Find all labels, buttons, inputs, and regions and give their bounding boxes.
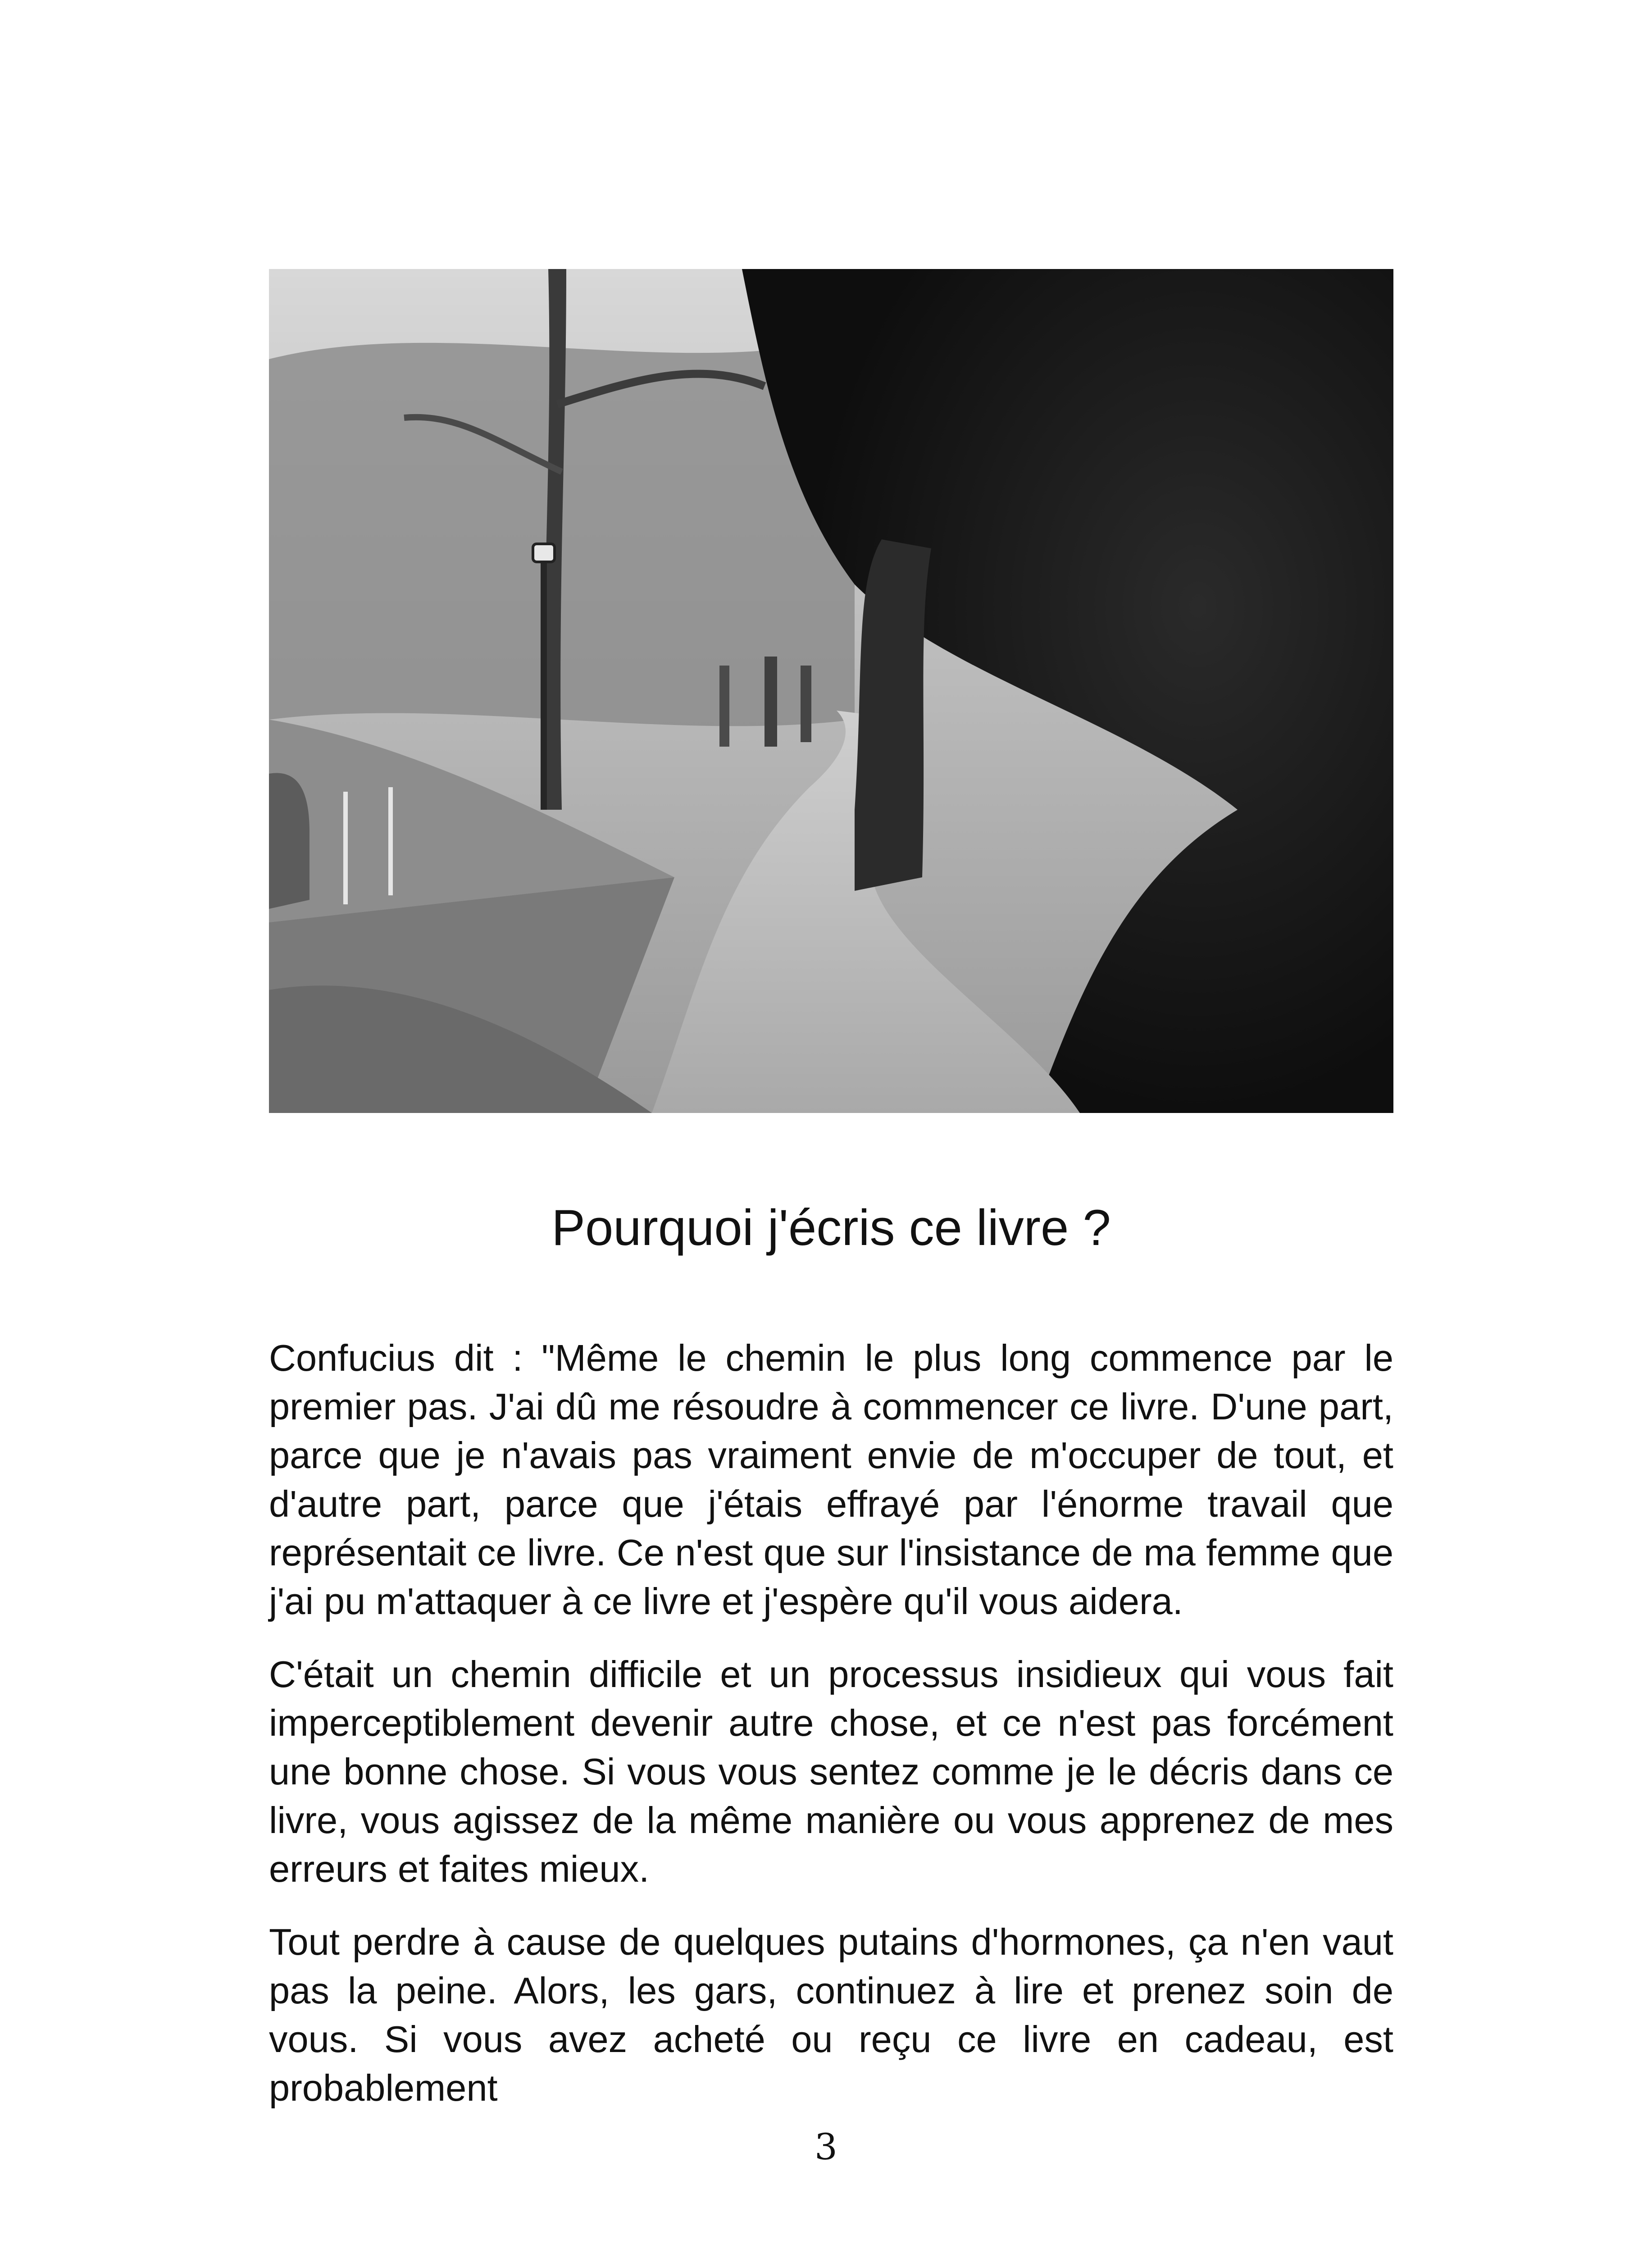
body-text [269, 1334, 1393, 2137]
paragraph: Confucius dit : "Même le chemin le plus long commence par le premier pas. J'ai dû me résoudre à commencer ce livre. D'une part, parce que je n'avais pas vraiment envie de m'occuper de tout, et d'autre part, parce que j'étais effrayé par l'énorme travail que représentait ce livre. Ce n'est que sur l'insistance de ma femme que j'ai pu m'attaquer à ce livre et j'espère qu'il vous aidera. [269, 1337, 1393, 1622]
page-number: 3 [815, 2126, 837, 2168]
paragraph: C'était un chemin difficile et un processus insidieux qui vous fait imperceptiblement devenir autre chose, et ce n'est pas forcément une bonne chose. Si vous vous sentez comme je le décris dans ce livre, vous agissez de la même manière ou vous apprenez de mes erreurs et faites mieux. [269, 1653, 1393, 1890]
chapter-title: Pourquoi j'écris ce livre ? [551, 1199, 1111, 1256]
paragraph: Tout perdre à cause de quelques putains d'hormones, ça n'en vaut pas la peine. Alors, les gars, continuez à lire et prenez soin de vous. Si vous avez acheté ou reçu ce livre en cadeau, est probablement [269, 1921, 1393, 2109]
park-path-photo [269, 269, 1393, 1113]
